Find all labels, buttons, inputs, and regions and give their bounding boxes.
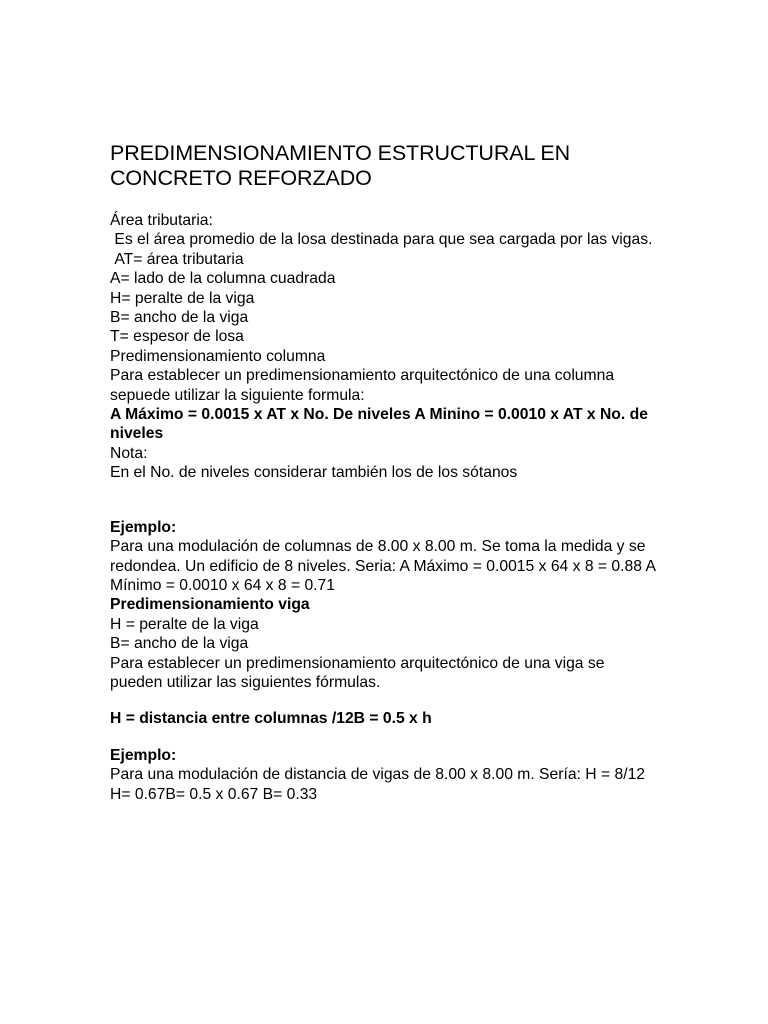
column-intro: Para establecer un predimensionamiento arquitectónico de una columna sepuede utilizar la siguiente formula: (110, 367, 619, 404)
document-page (110, 141, 658, 804)
definition-h: H= peralte de la viga (110, 289, 255, 307)
example2-text: Para una modulación de distancia de vigas de 8.00 x 8.00 m. Sería: H = 8/12 H= 0.67B= 0.5 x 0.67 B= 0.33 (110, 766, 650, 803)
example-section (110, 518, 658, 693)
definition-a: A= lado de la columna cuadrada (110, 270, 336, 288)
example2-label: Ejemplo: (110, 746, 177, 764)
note-text: En el No. de niveles considerar también los de los sótanos (110, 464, 518, 482)
column-heading: Predimensionamiento columna (110, 347, 326, 365)
beam-definition-h: H = peralte de la viga (110, 615, 259, 633)
example1-text: Para una modulación de columnas de 8.00 x 8.00 m. Se toma la medida y se redondea. Un edificio de 8 niveles. Seria: A Máximo = 0.0015 x 64 x 8 = 0.88 A Mínimo = 0.0010 x 64 x 8 = 0.71 (110, 538, 660, 594)
body-text (110, 211, 658, 483)
beam-heading: Predimensionamiento viga (110, 596, 310, 614)
area-description: Es el área promedio de la losa destinada para que sea cargada por las vigas. (110, 231, 653, 249)
beam-intro: Para establecer un predimensionamiento arquitectónico de una viga se pueden utilizar las siguientes fórmulas. (110, 654, 609, 691)
beam-definition-b: B= ancho de la viga (110, 635, 249, 653)
document-title: PREDIMENSIONAMIENTO ESTRUCTURAL EN CONCRETO REFORZADO (110, 141, 571, 190)
definition-b: B= ancho de la viga (110, 309, 249, 327)
example2-section (110, 746, 658, 804)
example1-label: Ejemplo: (110, 518, 177, 536)
area-heading: Área tributaria: (110, 212, 213, 229)
note-label: Nota: (110, 444, 148, 462)
definition-t: T= espesor de losa (110, 328, 244, 346)
definition-at: AT= área tributaria (110, 250, 244, 268)
column-formula: A Máximo = 0.0015 x AT x No. De niveles A Minino = 0.0010 x AT x No. de niveles (110, 406, 653, 443)
beam-formula: H = distancia entre columnas /12B = 0.5 x h (110, 710, 432, 728)
